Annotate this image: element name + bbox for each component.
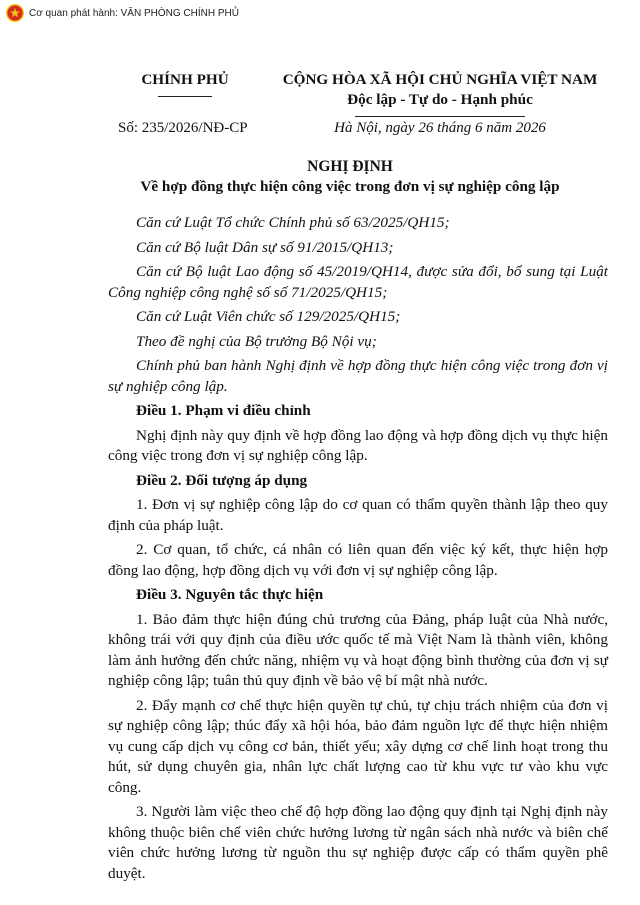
document-number: Số: 235/2026/NĐ-CP [118,120,248,136]
article-paragraph: 3. Người làm việc theo chế độ hợp đồng lao động quy định tại Nghị định này không thuộc biên chế viên chức hưởng lương từ ngân sách nhà nước và biên chế viên chức hưởng lương từ nguồn thu sự nghiệp được cấp có thẩm quyền phê duyệt. [108,803,608,882]
article-paragraph: Nghị định này quy định về hợp đồng lao động và hợp đồng dịch vụ thực hiện công việc trong đơn vị sự nghiệp công lập. [108,426,608,464]
preamble-line: Chính phủ ban hành Nghị định về hợp đồng thực hiện công việc trong đơn vị sự nghiệp công lập. [108,357,608,395]
article-heading: Điều 3. Nguyên tắc thực hiện [136,586,324,603]
document-subject: Về hợp đồng thực hiện công việc trong đơn vị sự nghiệp công lập [140,178,560,195]
article-paragraph: 2. Đẩy mạnh cơ chế thực hiện quyền tự chủ, tự chịu trách nhiệm của đơn vị sự nghiệp công lập; thúc đẩy xã hội hóa, bảo đảm nguồn lực để thực hiện nhiệm vụ cung cấp dịch vụ công cơ bản, thiết yếu; xây dựng cơ chế linh hoạt trong thu hút, sử dụng chuyên gia, nhân lực chất lượng cao từ khu vực tư vào khu vực công. [108,696,608,796]
preamble-line: Căn cứ Luật Viên chức số 129/2025/QH15; [136,308,401,325]
national-emblem-icon [6,4,24,22]
article-heading: Điều 2. Đối tượng áp dụng [136,471,308,489]
preamble-line: Theo đề nghị của Bộ trưởng Bộ Nội vụ; [136,332,377,350]
preamble-line: Căn cứ Bộ luật Dân sự số 91/2015/QH13; [136,238,394,256]
article-paragraph: 1. Đơn vị sự nghiệp công lập do cơ quan có thẩm quyền thành lập theo quy định của pháp luật. [108,496,608,534]
article-paragraph: 2. Cơ quan, tổ chức, cá nhân có liên quan đến việc ký kết, thực hiện hợp đồng lao động, hợp đồng dịch vụ với đơn vị sự nghiệp công lập. [108,541,608,579]
authority-underline [158,96,212,97]
place-date: Hà Nội, ngày 26 tháng 6 năm 2026 [334,120,546,136]
authority-name: CHÍNH PHỦ [141,71,229,88]
nation-block [270,70,610,117]
issuer-label: Cơ quan phát hành: VĂN PHÒNG CHÍNH PHỦ [29,7,239,19]
nation-name: CỘNG HÒA XÃ HỘI CHỦ NGHĨA VIỆT NAM [282,71,598,88]
document-body [108,213,608,888]
issuer-bar [6,4,239,22]
document-type: NGHỊ ĐỊNH [307,158,393,175]
authority-block [100,70,270,97]
preamble-line: Căn cứ Luật Tổ chức Chính phủ số 63/2025/QH15; [136,214,450,231]
preamble-line: Căn cứ Bộ luật Lao động số 45/2019/QH14, được sửa đổi, bổ sung tại Luật Công nghiệp công nghệ số số 71/2025/QH15; [108,263,608,301]
national-motto: Độc lập - Tự do - Hạnh phúc [347,91,533,108]
motto-underline [355,116,525,117]
article-paragraph: 1. Bảo đảm thực hiện đúng chủ trương của Đảng, pháp luật của Nhà nước, không trái với quy định của điều ước quốc tế mà Việt Nam là thành viên, không làm ảnh hưởng đến chức năng, nhiệm vụ và hoạt động bình thường của đơn vị sự nghiệp công lập; tuân thủ quy định về bảo vệ bí mật nhà nước. [108,610,608,689]
article-heading: Điều 1. Phạm vi điều chỉnh [136,402,311,419]
